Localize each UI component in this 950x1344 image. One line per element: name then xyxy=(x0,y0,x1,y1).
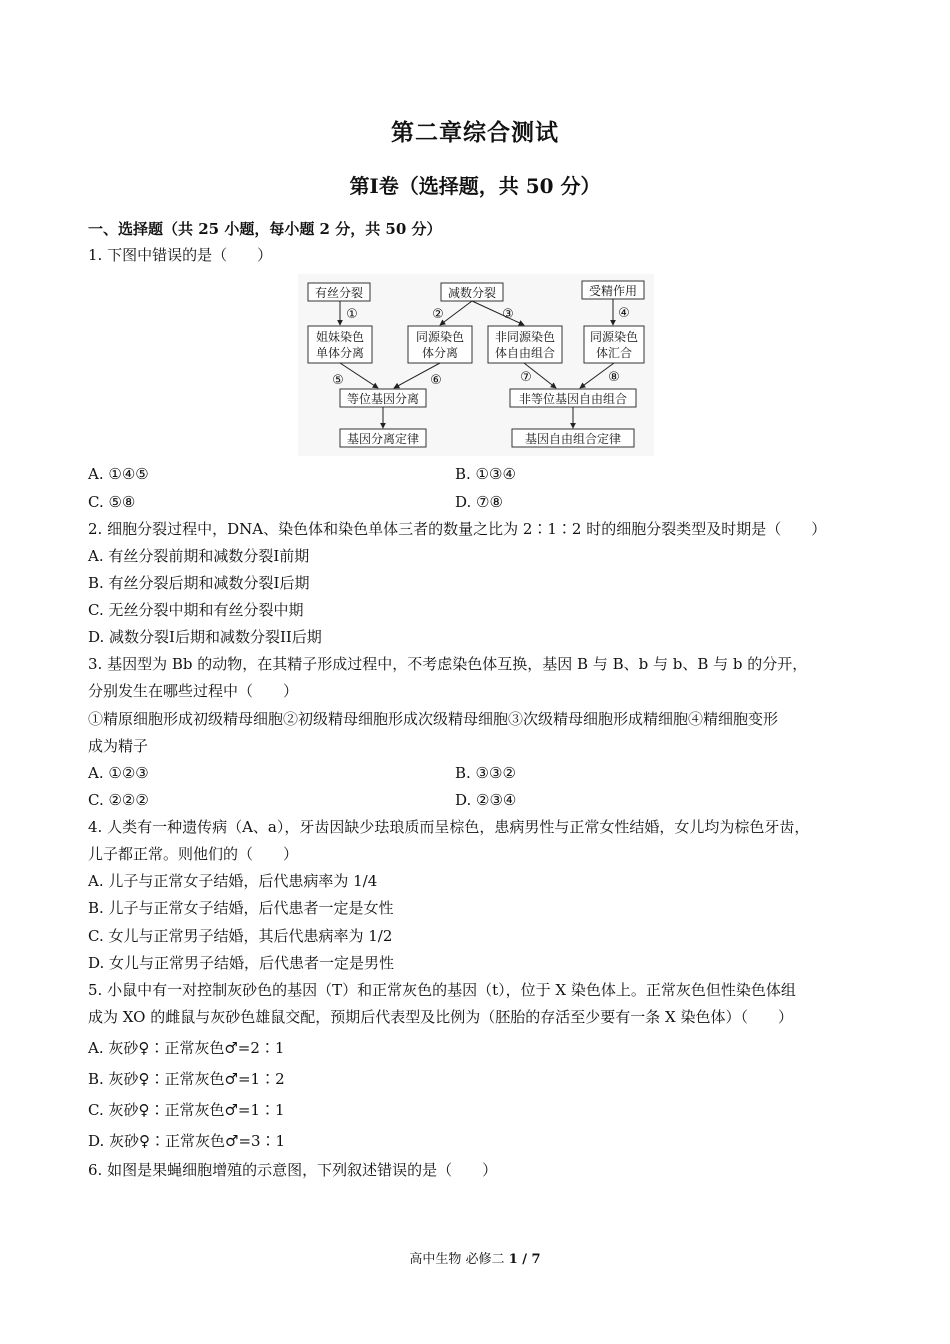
mark-5: ⑤ xyxy=(332,373,344,388)
question-5-line1: 5. 小鼠中有一对控制灰砂色的基因（T）和正常灰色的基因（t），位于 X 染色体上。正常灰色但性染色体组 xyxy=(88,981,796,999)
question-6: 6. 如图是果蝇细胞增殖的示意图，下列叙述错误的是（ ） xyxy=(88,1161,498,1179)
node-law-free: 基因自由组合定律 xyxy=(524,432,622,446)
mark-7: ⑦ xyxy=(520,370,532,385)
q5-option-c[interactable]: C. 灰砂♀∶正常灰色♂=1∶1 xyxy=(88,1101,285,1119)
node-homologous-line1: 同源染色 xyxy=(415,330,465,344)
page-number: 1 / 7 xyxy=(508,1252,541,1267)
node-homologous-line2: 体分离 xyxy=(421,346,459,360)
mark-6: ⑥ xyxy=(430,373,442,388)
q1-option-b[interactable]: B. ①③④ xyxy=(455,465,516,483)
node-pairing-line2: 体汇合 xyxy=(595,346,633,360)
q2-option-c[interactable]: C. 无丝分裂中期和有丝分裂中期 xyxy=(88,601,304,619)
q1-option-a[interactable]: A. ①④⑤ xyxy=(88,465,149,483)
q1-option-d[interactable]: D. ⑦⑧ xyxy=(455,493,503,511)
page-title: 第二章综合测试 xyxy=(391,119,559,146)
q2-option-d[interactable]: D. 减数分裂I后期和减数分裂II后期 xyxy=(88,628,322,646)
question-3-line1: 3. 基因型为 Bb 的动物，在其精子形成过程中，不考虑染色体互换，基因 B 与 B、b 与 b、B 与 b 的分开， xyxy=(88,655,808,673)
node-fertilization: 受精作用 xyxy=(588,284,638,298)
q2-option-b[interactable]: B. 有丝分裂后期和减数分裂I后期 xyxy=(88,574,310,592)
node-sister-line1: 姐妹染色 xyxy=(315,330,365,344)
page-footer xyxy=(0,1248,950,1267)
mark-3: ③ xyxy=(502,307,514,322)
node-meiosis: 减数分裂 xyxy=(447,286,497,300)
q1-option-c[interactable]: C. ⑤⑧ xyxy=(88,493,136,511)
question-4-line1: 4. 人类有一种遗传病（A、a），牙齿因缺少珐琅质而呈棕色，患病男性与正常女性结婚，女儿均为棕色牙齿， xyxy=(88,818,810,836)
node-law-separation: 基因分离定律 xyxy=(346,432,420,446)
question-1: 1. 下图中错误的是（ ） xyxy=(88,246,273,264)
question-3-line4: 成为精子 xyxy=(88,737,149,755)
node-nonhomologous-line1: 非同源染色 xyxy=(494,330,556,344)
question-4-line2: 儿子都正常。则他们的（ ） xyxy=(88,845,299,863)
mark-1: ① xyxy=(346,307,358,322)
mark-4: ④ xyxy=(618,306,630,321)
section-subtitle: 第I卷（选择题，共 50 分） xyxy=(349,174,601,198)
cell-division-diagram xyxy=(298,274,654,456)
node-allele-separation: 等位基因分离 xyxy=(346,392,420,406)
q4-option-d[interactable]: D. 女儿与正常男子结婚，后代患者一定是男性 xyxy=(88,954,395,972)
node-nonhomologous-line2: 体自由组合 xyxy=(494,346,556,360)
node-nonallele-free: 非等位基因自由组合 xyxy=(518,392,628,406)
q3-option-b[interactable]: B. ③③② xyxy=(455,764,516,782)
q4-option-a[interactable]: A. 儿子与正常女子结婚，后代患病率为 1/4 xyxy=(88,872,378,890)
q3-option-d[interactable]: D. ②③④ xyxy=(455,791,517,809)
q3-option-c[interactable]: C. ②②② xyxy=(88,791,149,809)
footer-text: 高中生物 必修二 xyxy=(409,1252,505,1267)
question-2: 2. 细胞分裂过程中，DNA、染色体和染色单体三者的数量之比为 2∶1∶2 时的细胞分裂类型及时期是（ ） xyxy=(88,520,827,538)
mark-2: ② xyxy=(432,307,444,322)
section-heading: 一、选择题（共 25 小题，每小题 2 分，共 50 分） xyxy=(88,220,442,238)
q2-option-a[interactable]: A. 有丝分裂前期和减数分裂I前期 xyxy=(88,547,310,565)
node-mitosis: 有丝分裂 xyxy=(314,286,364,300)
q4-option-c[interactable]: C. 女儿与正常男子结婚，其后代患病率为 1/2 xyxy=(88,927,393,945)
mark-8: ⑧ xyxy=(608,370,620,385)
q4-option-b[interactable]: B. 儿子与正常女子结婚，后代患者一定是女性 xyxy=(88,899,394,917)
q5-option-b[interactable]: B. 灰砂♀∶正常灰色♂=1∶2 xyxy=(88,1070,285,1088)
question-3-line3: ①精原细胞形成初级精母细胞②初级精母细胞形成次级精母细胞③次级精母细胞形成精细胞④精细胞变形 xyxy=(88,710,779,728)
node-sister-line2: 单体分离 xyxy=(315,346,365,360)
q5-option-a[interactable]: A. 灰砂♀∶正常灰色♂=2∶1 xyxy=(88,1039,285,1057)
q3-option-a[interactable]: A. ①②③ xyxy=(88,764,149,782)
q5-option-d[interactable]: D. 灰砂♀∶正常灰色♂=3∶1 xyxy=(88,1132,286,1150)
question-3-line2: 分别发生在哪些过程中（ ） xyxy=(88,682,299,700)
question-5-line2: 成为 XO 的雌鼠与灰砂色雄鼠交配，预期后代表型及比例为（胚胎的存活至少要有一条 X 染色体）（ ） xyxy=(88,1008,793,1026)
node-pairing-line1: 同源染色 xyxy=(589,330,639,344)
